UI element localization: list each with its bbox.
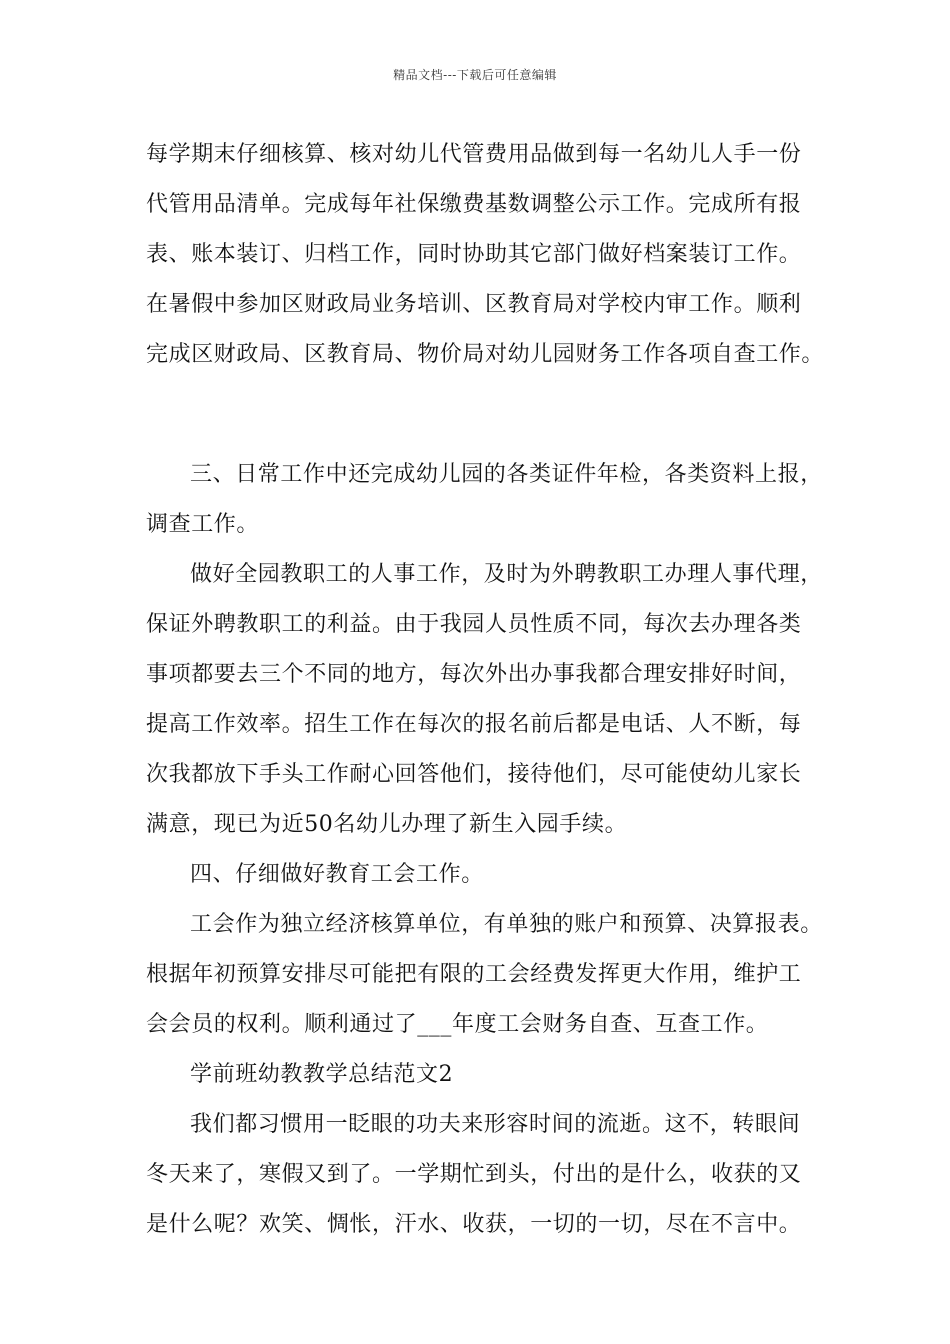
paragraph-gap	[146, 380, 826, 450]
article-title: 学前班幼教教学总结范文2	[190, 1062, 454, 1087]
text-line: 提高工作效率。招生工作在每次的报名前后都是电话、人不断，每	[146, 712, 802, 737]
text-line: 调查工作。	[146, 512, 260, 537]
text-line: 事项都要去三个不同的地方，每次外出办事我都合理安排好时间，	[146, 662, 802, 687]
text-line: 在暑假中参加区财政局业务培训、区教育局对学校内审工作。顺利	[146, 292, 802, 317]
paragraph-start: 工会作为独立经济核算单位，有单独的账户和预算、决算报表。	[190, 912, 823, 937]
text-line: 满意，现已为近50名幼儿办理了新生入园手续。	[146, 812, 628, 837]
section-heading-4: 四、仔细做好教育工会工作。	[190, 862, 484, 887]
text-line: 表、账本装订、归档工作，同时协助其它部门做好档案装订工作。	[146, 242, 802, 267]
text-line: 次我都放下手头工作耐心回答他们，接待他们，尽可能使幼儿家长	[146, 762, 802, 787]
text-line: 是什么呢？欢笑、惆怅，汗水、收获，一切的一切，尽在不言中。	[146, 1212, 802, 1237]
text-line: 保证外聘教职工的利益。由于我园人员性质不同，每次去办理各类	[146, 612, 802, 637]
page-header: 精品文档---下载后可任意编辑	[393, 68, 557, 82]
section-heading-3: 三、日常工作中还完成幼儿园的各类证件年检，各类资料上报，	[190, 462, 823, 487]
text-line: 每学期末仔细核算、核对幼儿代管费用品做到每一名幼儿人手一份	[146, 142, 802, 167]
text-line: 根据年初预算安排尽可能把有限的工会经费发挥更大作用，维护工	[146, 962, 802, 987]
paragraph-start: 我们都习惯用一眨眼的功夫来形容时间的流逝。这不，转眼间	[190, 1112, 801, 1137]
paragraph-start: 做好全园教职工的人事工作，及时为外聘教职工办理人事代理，	[190, 562, 823, 587]
document-body	[146, 130, 826, 1250]
text-line: 完成区财政局、区教育局、物价局对幼儿园财务工作各项自查工作。	[146, 342, 825, 367]
text-line: 代管用品清单。完成每年社保缴费基数调整公示工作。完成所有报	[146, 192, 802, 217]
text-line: 会会员的权利。顺利通过了___年度工会财务自查、互查工作。	[146, 1012, 769, 1037]
text-line: 冬天来了，寒假又到了。一学期忙到头，付出的是什么，收获的又	[146, 1162, 802, 1187]
